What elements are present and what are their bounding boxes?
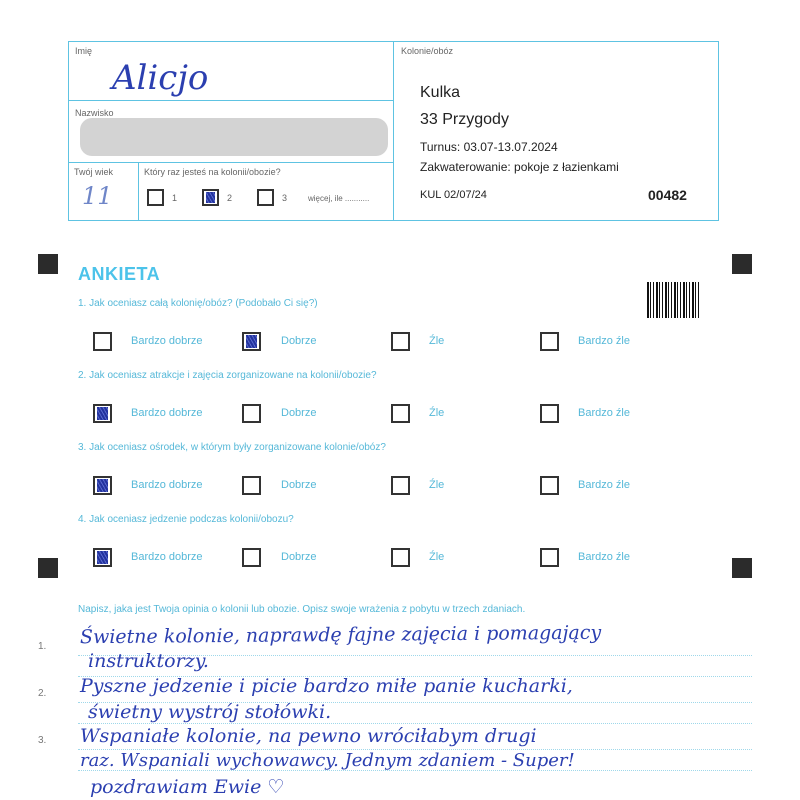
age-value: 11 [82,182,113,210]
rating-option-label: Źle [429,551,445,563]
handwriting-line: świetny wystrój stołówki. [88,701,332,723]
rating-option-label: Źle [429,407,445,419]
registration-marker [38,558,58,578]
survey-title: ANKIETA [78,264,161,284]
rating-checkbox[interactable] [242,404,261,423]
rating-checkbox[interactable] [93,332,112,351]
redacted-surname [80,118,388,156]
opinion-prompt: Napisz, jaka jest Twoja opinia o kolonii lub obozie. Opisz swoje wrażenia z pobytu w trzech zdaniach. [78,604,526,615]
rating-checkbox[interactable] [540,476,559,495]
handwriting-line: Wspaniałe kolonie, na pewno wróciłabym drugi [80,725,537,747]
rating-option-label: Dobrze [281,479,317,491]
rating-checkbox[interactable] [391,548,410,567]
times-checkbox-1[interactable] [147,189,164,206]
registration-marker [732,558,752,578]
handwriting-line: Pyszne jedzenie i picie bardzo miłe panie kucharki, [80,675,573,697]
accommodation: Zakwaterowanie: pokoje z łazienkami [420,160,619,174]
rating-checkbox[interactable] [93,404,112,423]
rating-checkbox[interactable] [242,332,261,351]
rating-option-label: Bardzo dobrze [131,479,203,491]
survey-question: 1. Jak oceniasz całą kolonię/obóz? (Podobało Ci się?) [78,298,318,309]
rating-option-label: Dobrze [281,407,317,419]
times-checkbox-3[interactable] [257,189,274,206]
rating-option-label: Bardzo dobrze [131,335,203,347]
times-option-label: 2 [227,193,233,203]
camp-program: 33 Przygody [420,111,509,128]
rating-checkbox[interactable] [242,548,261,567]
handwriting-line: pozdrawiam Ewie ♡ [90,776,285,798]
header-divider [68,100,393,101]
line-number: 2. [38,688,47,699]
rating-checkbox[interactable] [540,548,559,567]
rating-checkbox[interactable] [391,476,410,495]
handwriting-line: raz. Wspaniali wychowawcy. Jednym zdaniem - Super! [80,750,575,771]
registration-marker [732,254,752,274]
rating-option-label: Źle [429,335,445,347]
name-value: Alicjo [112,58,209,98]
name-label: Imię [75,46,93,56]
rating-checkbox[interactable] [93,548,112,567]
times-question: Który raz jesteś na kolonii/obozie? [144,167,281,177]
writing-line [78,723,752,724]
line-number: 1. [38,641,47,652]
rating-option-label: Bardzo źle [578,551,630,563]
header-divider [68,162,393,163]
rating-option-label: Bardzo źle [578,407,630,419]
camp-name: Kulka [420,84,461,101]
survey-question: 4. Jak oceniasz jedzenie podczas kolonii/obozu? [78,514,294,525]
times-option-label: 3 [282,193,288,203]
camp-label: Kolonie/obóz [401,46,454,56]
times-checkbox-2[interactable] [202,189,219,206]
rating-option-label: Bardzo źle [578,479,630,491]
rating-option-label: Bardzo dobrze [131,551,203,563]
survey-question: 2. Jak oceniasz atrakcje i zajęcia zorganizowane na kolonii/obozie? [78,370,377,381]
rating-option-label: Dobrze [281,335,317,347]
rating-checkbox[interactable] [391,404,410,423]
rating-checkbox[interactable] [540,404,559,423]
rating-checkbox[interactable] [391,332,410,351]
age-label: Twój wiek [74,167,114,177]
rating-checkbox[interactable] [93,476,112,495]
times-option-label: 1 [172,193,178,203]
rating-checkbox[interactable] [540,332,559,351]
form-number: 00482 [648,187,687,203]
times-more-label: więcej, ile ........... [308,194,370,203]
handwriting-line: instruktorzy. [88,650,209,672]
handwriting-line: Świetne kolonie, naprawdę fajne zajęcia i pomagający [79,621,602,649]
barcode [647,282,701,318]
camp-code: KUL 02/07/24 [420,189,487,201]
rating-checkbox[interactable] [242,476,261,495]
line-number: 3. [38,735,47,746]
surname-label: Nazwisko [75,108,114,118]
turnus-dates: Turnus: 03.07-13.07.2024 [420,140,558,154]
survey-question: 3. Jak oceniasz ośrodek, w którym były zorganizowane kolonie/obóz? [78,442,386,453]
rating-option-label: Dobrze [281,551,317,563]
header-divider [138,162,139,221]
registration-marker [38,254,58,274]
rating-option-label: Bardzo dobrze [131,407,203,419]
rating-option-label: Bardzo źle [578,335,630,347]
header-divider [393,41,394,221]
rating-option-label: Źle [429,479,445,491]
